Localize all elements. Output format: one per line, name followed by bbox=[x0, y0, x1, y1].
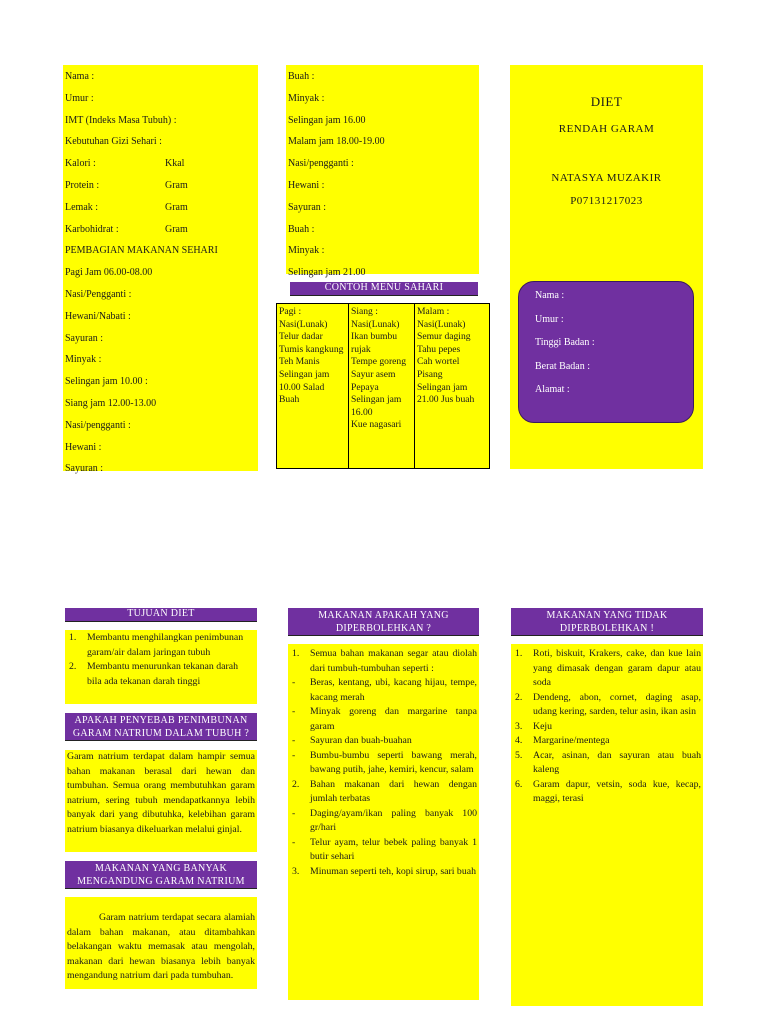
form-panel-left bbox=[63, 65, 258, 475]
menu-col-pagi bbox=[277, 304, 349, 468]
tujuan-item: 1. Membantu menghilangkan penimbunan garam/air dalam jaringan tubuh bbox=[69, 632, 244, 658]
form-line: Hewani : bbox=[288, 179, 325, 191]
form-line-unit: Gram bbox=[165, 223, 188, 235]
menu-title-bar bbox=[290, 282, 478, 296]
list-marker: - bbox=[292, 836, 296, 848]
form-line bbox=[65, 175, 258, 197]
form-line-label: Protein : bbox=[65, 179, 100, 191]
tidak-boleh-panel bbox=[511, 644, 703, 1006]
form-line-unit: Kkal bbox=[165, 158, 185, 170]
form-line bbox=[65, 197, 258, 219]
form-line: Nasi/pengganti : bbox=[288, 158, 354, 170]
form-line bbox=[65, 240, 258, 262]
list-marker: 6. bbox=[515, 778, 523, 790]
list-item bbox=[290, 647, 477, 676]
form-panel-middle bbox=[286, 65, 479, 279]
list-item bbox=[513, 691, 701, 720]
list-item bbox=[513, 749, 701, 778]
list-text: Roti, biskuit, Krakers, cake, dan kue lain yang dimasak dengan garam dapur atau soda bbox=[533, 648, 701, 688]
identity-address-label: Alamat : bbox=[535, 384, 570, 396]
list-marker: 1. bbox=[515, 648, 523, 659]
list-marker: - bbox=[292, 706, 296, 717]
identity-name-label: Nama : bbox=[535, 290, 565, 301]
form-line-label: Minyak : bbox=[65, 354, 102, 366]
list-text: Sayuran dan buah-buahan bbox=[310, 735, 412, 746]
identity-age-label: Umur : bbox=[535, 313, 564, 325]
form-line: Buah : bbox=[288, 223, 315, 235]
form-line bbox=[65, 371, 258, 393]
form-line-label: Nasi/Pengganti : bbox=[65, 288, 132, 300]
list-item bbox=[513, 734, 701, 749]
list-item bbox=[290, 865, 477, 880]
list-text: Telur ayam, telur bebek paling banyak 1 butir sehari bbox=[310, 836, 477, 862]
boleh-title-bar bbox=[288, 608, 479, 636]
menu-entry: Pagi : bbox=[279, 306, 302, 317]
form-line bbox=[65, 262, 258, 284]
form-line-label: Sayuran : bbox=[65, 463, 104, 475]
banyak-title-bar bbox=[65, 861, 257, 889]
form-line bbox=[65, 66, 258, 88]
penyebab-text: Garam natrium terdapat dalam hampir semua bahan makanan berasal dari hewan dan tumbuhan. Semua orang membutuhkan garam natrium, sering tubuh mendapatkannya lebih banyak dari yang dibutuhka, kelebihan garam natrium biasanya dikeluarkan melalui ginjal. bbox=[67, 751, 255, 835]
menu-entry: Pisang bbox=[417, 368, 443, 380]
boleh-title: MAKANAN APAKAH YANG DIPERBOLEHKAN ? bbox=[318, 610, 449, 634]
form-line-label: PEMBAGIAN MAKANAN SEHARI bbox=[65, 245, 218, 257]
menu-entry: Cah wortel bbox=[417, 356, 460, 368]
menu-table bbox=[276, 303, 490, 469]
tujuan-item: 2. Membantu menurunkan tekanan darah bila ada tekanan darah tinggi bbox=[69, 661, 238, 687]
menu-entry: Tempe goreng bbox=[351, 356, 407, 368]
list-text: Dendeng, abon, cornet, daging asap, udang kering, sarden, telur asin, ikan asin bbox=[533, 691, 701, 717]
list-text: Keju bbox=[533, 720, 553, 732]
menu-entry: Tahu pepes bbox=[417, 343, 461, 355]
list-text: Minyak goreng dan margarine tanpa garam bbox=[310, 706, 477, 732]
menu-entry: Selingan jam 16.00 bbox=[351, 394, 402, 418]
menu-entry: Sayur asem bbox=[351, 368, 396, 380]
menu-entry: Semur daging bbox=[417, 331, 471, 343]
list-marker: 3. bbox=[515, 720, 523, 732]
list-item bbox=[290, 807, 477, 836]
identity-weight-label: Berat Badan : bbox=[535, 360, 590, 372]
list-marker: 3. bbox=[292, 865, 300, 877]
banyak-text: Garam natrium terdapat secara alamiah dalam bahan makanan, atau ditambahkan belakangan waktu memasak atau mengolah, makanan dari hewan biasanya lebih banyak mengandung natrium dari pada tumbuhan. bbox=[67, 912, 255, 981]
list-item bbox=[290, 676, 477, 705]
form-line: Malam jam 18.00-19.00 bbox=[288, 136, 385, 148]
form-line-label: Sayuran : bbox=[65, 332, 104, 344]
form-line bbox=[65, 88, 258, 110]
tidak-boleh-title: MAKANAN YANG TIDAK DIPERBOLEHKAN ! bbox=[546, 610, 668, 634]
menu-entry: Tumis kangkung bbox=[279, 343, 344, 355]
list-item bbox=[513, 720, 701, 735]
form-line-label: IMT (Indeks Masa Tubuh) : bbox=[65, 114, 177, 126]
list-text: Beras, kentang, ubi, kacang hijau, tempe, kacang merah bbox=[310, 677, 477, 703]
tujuan-title: TUJUAN DIET bbox=[127, 608, 195, 619]
list-text: Minuman seperti teh, kopi sirup, sari buah bbox=[310, 865, 476, 877]
form-line-label: Kalori : bbox=[65, 158, 96, 170]
banyak-title: MAKANAN YANG BANYAK MENGANDUNG GARAM NATRIUM bbox=[77, 863, 245, 887]
list-marker: 4. bbox=[515, 735, 523, 746]
menu-entry: Selingan jam 10.00 Salad Buah bbox=[279, 368, 330, 406]
form-line bbox=[65, 219, 258, 241]
menu-entry: Nasi(Lunak) bbox=[351, 318, 400, 330]
penyebab-title: APAKAH PENYEBAB PENIMBUNAN GARAM NATRIUM DALAM TUBUH ? bbox=[72, 715, 250, 739]
menu-entry: Pepaya bbox=[351, 381, 379, 393]
list-item bbox=[513, 778, 701, 807]
list-item bbox=[290, 749, 477, 778]
tujuan-panel bbox=[65, 630, 257, 704]
menu-entry: Ikan bumbu rujak bbox=[351, 331, 398, 355]
form-line bbox=[65, 437, 258, 459]
form-line-label: Hewani/Nabati : bbox=[65, 310, 131, 322]
form-line bbox=[65, 284, 258, 306]
penyebab-title-bar bbox=[65, 713, 257, 741]
list-text: Bumbu-bumbu seperti bawang merah, bawang putih, jahe, kemiri, kencur, salam bbox=[310, 749, 477, 775]
list-item bbox=[290, 734, 477, 749]
list-item bbox=[513, 647, 701, 691]
tujuan-title-bar bbox=[65, 608, 257, 622]
list-text: Garam dapur, vetsin, soda kue, kecap, maggi, terasi bbox=[533, 778, 701, 804]
menu-entry: Malam : bbox=[417, 306, 450, 317]
penyebab-panel bbox=[65, 750, 257, 852]
form-line: Minyak : bbox=[288, 245, 325, 257]
tidak-boleh-title-bar bbox=[511, 608, 703, 636]
list-marker: - bbox=[292, 735, 296, 746]
form-line: Minyak : bbox=[288, 92, 325, 104]
list-text: Daging/ayam/ikan paling banyak 100 gr/hari bbox=[310, 807, 477, 833]
menu-entry: Siang : bbox=[351, 306, 378, 317]
form-line bbox=[65, 458, 258, 480]
form-line-label: Siang jam 12.00-13.00 bbox=[65, 397, 157, 409]
form-line-label: Lemak : bbox=[65, 201, 99, 213]
list-item bbox=[290, 836, 477, 865]
cover-author: NATASYA MUZAKIR bbox=[551, 172, 662, 184]
form-line bbox=[65, 110, 258, 132]
form-line: Buah : bbox=[288, 71, 315, 82]
form-line-label: Kebutuhan Gizi Sehari : bbox=[65, 136, 162, 148]
form-line: Sayuran : bbox=[288, 201, 327, 213]
cover-nim: P07131217023 bbox=[570, 195, 643, 207]
menu-entry: Kue nagasari bbox=[351, 419, 402, 431]
list-marker: 2. bbox=[515, 691, 523, 703]
cover-subtitle: RENDAH GARAM bbox=[558, 123, 655, 135]
form-line-label: Selingan jam 10.00 : bbox=[65, 376, 148, 388]
menu-entry: Selingan jam 21.00 Jus buah bbox=[417, 381, 475, 406]
form-line-label: Hewani : bbox=[65, 441, 102, 453]
boleh-panel bbox=[288, 644, 479, 1000]
cover-title: DIET bbox=[590, 94, 623, 109]
list-item bbox=[290, 778, 477, 807]
identity-height-label: Tinggi Badan : bbox=[535, 337, 595, 349]
form-line-label: Karbohidrat : bbox=[65, 223, 119, 235]
list-marker: 2. bbox=[292, 778, 300, 790]
list-marker: 1. bbox=[292, 648, 300, 659]
form-line: Selingan jam 21.00 bbox=[288, 267, 366, 279]
identity-box bbox=[518, 281, 694, 423]
form-line bbox=[65, 393, 258, 415]
list-text: Semua bahan makanan segar atau diolah dari tumbuh-tumbuhan seperti : bbox=[310, 648, 477, 674]
form-line bbox=[65, 328, 258, 350]
menu-entry: Teh Manis bbox=[279, 356, 320, 368]
list-marker: 5. bbox=[515, 749, 523, 761]
menu-entry: Nasi(Lunak) bbox=[417, 318, 466, 330]
menu-col-siang bbox=[349, 304, 415, 468]
form-line bbox=[65, 415, 258, 437]
list-text: Acar, asinan, dan sayuran atau buah kaleng bbox=[533, 749, 701, 775]
list-marker: - bbox=[292, 677, 296, 688]
list-text: Bahan makanan dari hewan dengan jumlah terbatas bbox=[310, 778, 477, 804]
form-line: Selingan jam 16.00 bbox=[288, 114, 366, 126]
list-text: Margarine/mentega bbox=[533, 735, 610, 746]
form-line-label: Nama : bbox=[65, 71, 95, 82]
form-line-unit: Gram bbox=[165, 179, 188, 191]
form-line bbox=[65, 349, 258, 371]
banyak-panel bbox=[65, 897, 257, 989]
menu-col-malam bbox=[415, 304, 489, 468]
form-line-label: Nasi/pengganti : bbox=[65, 419, 131, 431]
form-line bbox=[65, 131, 258, 153]
list-item bbox=[290, 705, 477, 734]
list-marker: - bbox=[292, 749, 296, 761]
menu-title: CONTOH MENU SAHARI bbox=[324, 282, 444, 293]
menu-entry: Nasi(Lunak) bbox=[279, 318, 328, 330]
list-marker: - bbox=[292, 807, 296, 819]
menu-entry: Telur dadar bbox=[279, 331, 323, 343]
form-line-label: Pagi Jam 06.00-08.00 bbox=[65, 267, 153, 279]
form-line-unit: Gram bbox=[165, 201, 188, 213]
form-line-label: Umur : bbox=[65, 92, 94, 104]
form-line bbox=[65, 153, 258, 175]
form-line bbox=[65, 306, 258, 328]
